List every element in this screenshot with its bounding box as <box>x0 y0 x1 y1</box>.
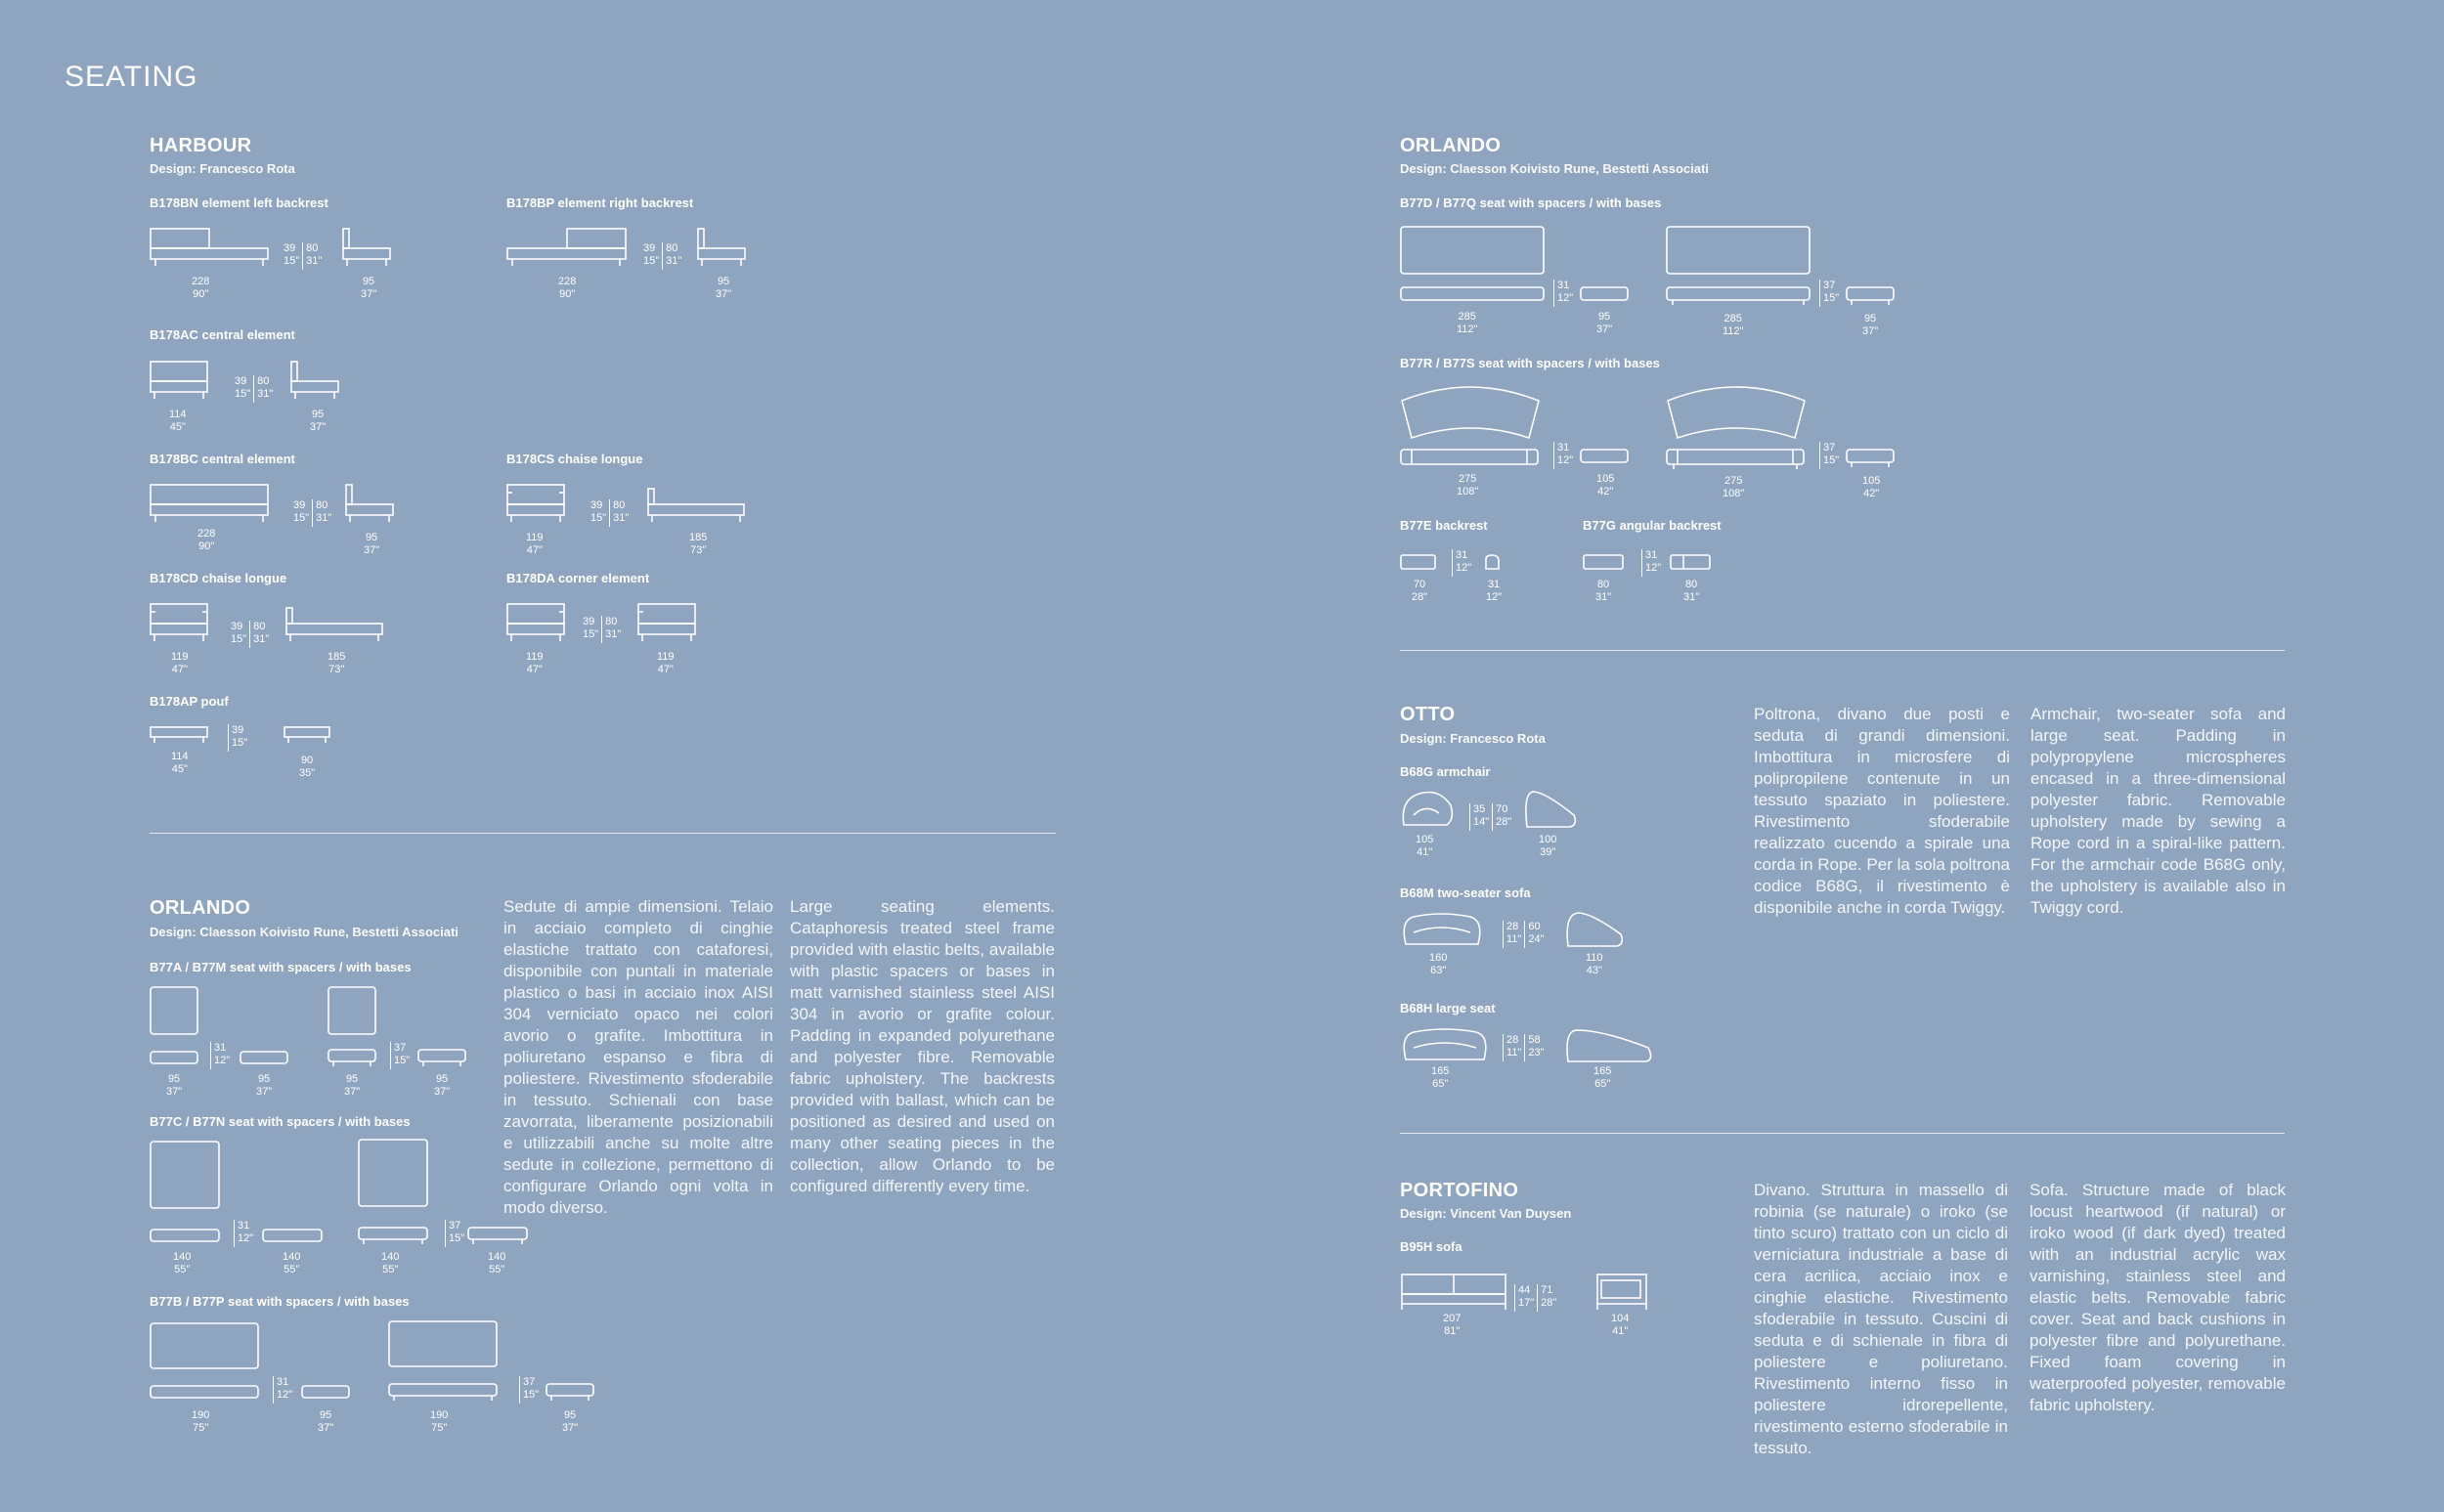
dim-heights: 39 15"80 31" <box>284 242 322 270</box>
dim-depth: 90 35" <box>299 755 316 779</box>
page-title: SEATING <box>65 61 198 93</box>
designer-portofino: Design: Vincent Van Duysen <box>1400 1206 1572 1221</box>
dim-width: 105 41" <box>1416 834 1434 858</box>
sofa-front-drawing <box>506 227 633 271</box>
dim-heights: 28 11"60 24" <box>1500 921 1544 948</box>
description-english: Armchair, two-seater sofa and large seat. Padding in polypropylene microspheres encased in a three-dimensional polyester fabric. Removable upholstery made by sewing a Rope cord in a spiral-like pattern. For the armchair code B68G only, the upholstery is available also in Twiggy cord. <box>2030 705 2286 917</box>
seat-side-drawing <box>240 1050 290 1067</box>
sofa-side-drawing <box>345 483 396 527</box>
product-label-b77c: B77C / B77N seat with spacers / with bases <box>150 1114 411 1129</box>
dim-width: 285 112" <box>1723 313 1744 337</box>
sofa-side-drawing <box>342 227 393 271</box>
dim-depth: 95 37" <box>434 1073 451 1098</box>
large-seat-front-drawing <box>1400 1026 1490 1065</box>
dim-width: 95 37" <box>344 1073 361 1098</box>
dim-heights: 39 15"80 31" <box>231 621 269 648</box>
section-divider <box>1400 650 2285 651</box>
dim-height: 31 12" <box>231 1220 253 1247</box>
dim-height: 31 12" <box>1550 280 1573 307</box>
seat-top-drawing <box>358 1138 430 1208</box>
seat-spacer-drawing <box>1400 285 1547 303</box>
description-english: Sofa. Structure made of black locust heartwood (if natural) or iroko wood (if dark dyed) treated with an industrial acrylic wax varnishing, stainless steel and elastic belts. Removable fabric cover. Seat and back cushions in polyester fibre and polyurethane. Fixed foam covering in waterproofed polyester, removable fabric upholstery. <box>2029 1181 2286 1414</box>
angular-backrest-top-drawing <box>1670 553 1713 573</box>
product-label-b77a: B77A / B77M seat with spacers / with bases <box>150 960 412 974</box>
dim-width: 70 28" <box>1412 579 1428 603</box>
dim-depth: 105 42" <box>1596 473 1615 497</box>
designer-orlando: Design: Claesson Koivisto Rune, Bestetti Associati <box>150 925 458 939</box>
dim-heights: 39 15"80 31" <box>583 616 621 643</box>
dim-depth: 119 47" <box>657 651 675 675</box>
dim-height: 37 15" <box>1816 280 1839 307</box>
seat-side-drawing <box>417 1048 468 1069</box>
dim-width: 228 90" <box>197 528 216 552</box>
dim-height: 37 15" <box>1816 442 1839 469</box>
seat-side-drawing <box>262 1228 325 1245</box>
product-label-b77d: B77D / B77Q seat with spacers / with bases <box>1400 195 1662 210</box>
dim-width: 165 65" <box>1431 1065 1450 1090</box>
seat-side-drawing <box>1580 448 1631 467</box>
dim-width: 275 108" <box>1457 473 1479 497</box>
sofa-side-drawing <box>290 360 341 404</box>
dim-height: 39 15" <box>225 724 247 752</box>
chaise-side-drawing <box>647 483 749 527</box>
product-label-b178da: B178DA corner element <box>506 571 650 585</box>
backrest-side-drawing <box>1484 553 1504 573</box>
section-divider <box>150 833 1056 834</box>
dim-width: 114 45" <box>169 409 187 433</box>
pouf-front-drawing <box>150 725 210 747</box>
product-label-b68h: B68H large seat <box>1400 1001 1496 1015</box>
dim-depth: 95 37" <box>1596 311 1613 335</box>
product-label-b95h: B95H sofa <box>1400 1239 1462 1254</box>
designer-otto: Design: Francesco Rota <box>1400 731 1546 746</box>
sofa-front-drawing <box>150 227 277 271</box>
dim-depth: 140 55" <box>283 1251 301 1275</box>
product-label-b178bp: B178BP element right backrest <box>506 195 694 210</box>
description-italian: Divano. Struttura in massello di robinia (se naturale) o iroko (se tinto scuro) trattato con un ciclo di verniciatura industriale a base di cera acrilica, acciaio inox e cinghie elastiche. Rivestimento sfoderabile in tessuto. Cuscini di seduta e di schienale in fibra di poliestere e poliuretano. Rivestimento interno fisso in poliestere idrorepellente, rivestimento esterno sfoderabile in tessuto. <box>1754 1181 2008 1457</box>
corner-front-drawing <box>506 602 569 646</box>
dim-depth: 95 37" <box>1862 313 1879 337</box>
dim-heights: 28 11"58 23" <box>1500 1034 1544 1061</box>
section-title-otto: OTTO <box>1400 704 1456 725</box>
dim-height: 31 12" <box>270 1376 292 1404</box>
seat-top-drawing <box>327 985 378 1034</box>
dim-heights: 39 15"80 31" <box>643 242 681 270</box>
corner-side-drawing <box>637 602 700 646</box>
seat-top-drawing <box>1400 225 1547 278</box>
sofa-side-drawing <box>697 227 748 271</box>
seat-side-drawing <box>1846 285 1897 307</box>
seat-side-drawing <box>546 1382 596 1404</box>
dim-width: 140 55" <box>173 1251 192 1275</box>
seat-base-drawing <box>327 1048 378 1069</box>
sofa-front-drawing <box>150 360 210 404</box>
sofa-side-drawing <box>1595 1273 1650 1314</box>
dim-depth: 185 73" <box>327 651 346 675</box>
chaise-front-drawing <box>506 483 569 527</box>
dim-width: 119 47" <box>526 651 544 675</box>
seat-base-drawing <box>358 1226 430 1247</box>
curved-seat-side-drawing <box>1400 448 1543 469</box>
armchair-front-drawing <box>1400 790 1457 831</box>
dim-depth: 31 12" <box>1486 579 1503 603</box>
dim-width: 285 112" <box>1457 311 1478 335</box>
section-title-orlando: ORLANDO <box>150 897 251 919</box>
dim-depth: 185 73" <box>689 532 708 556</box>
chaise-front-drawing <box>150 602 212 646</box>
seat-spacer-drawing <box>150 1050 200 1067</box>
product-label-b178cd: B178CD chaise longue <box>150 571 287 585</box>
dim-depth: 95 37" <box>716 276 732 300</box>
product-label-b178ap: B178AP pouf <box>150 694 229 709</box>
dim-heights: 39 15"80 31" <box>590 499 629 527</box>
dim-heights: 44 17"71 28" <box>1511 1284 1556 1312</box>
dim-depth: 110 43" <box>1586 952 1603 976</box>
seat-side-drawing <box>1846 448 1897 469</box>
sofa-front-drawing <box>1400 1271 1509 1314</box>
dim-depth: 95 37" <box>310 409 327 433</box>
seat-base-drawing <box>388 1382 500 1404</box>
dim-heights: 39 15"80 31" <box>235 375 273 403</box>
section-title-orlando-right: ORLANDO <box>1400 135 1502 156</box>
product-label-b178bc: B178BC central element <box>150 452 295 466</box>
seat-top-drawing <box>150 1140 222 1210</box>
curved-seat-top-drawing <box>1400 383 1543 442</box>
dim-heights: 39 15"80 31" <box>293 499 331 527</box>
designer-harbour: Design: Francesco Rota <box>150 161 295 176</box>
product-label-b178bn: B178BN element left backrest <box>150 195 328 210</box>
dim-width: 95 37" <box>166 1073 183 1098</box>
section-divider <box>1400 1133 2285 1134</box>
seat-top-drawing <box>150 985 200 1034</box>
description-italian: Sedute di ampie dimensioni. Telaio in acciaio completo di cinghie elastiche trattato con cataforesi, disponibile con puntali in materiale plastico o basi in acciaio inox AISI 304 verniciato opaco nei colori avorio o grafite. Imbottitura in poliuretano espanso e fibra di poliestere. Rivestimento sfoderabile in tessuto. Schienali con base zavorrata, liberamente posizionabili e utilizzabili anche su molte altre sedute in collezione, permettono di configurare Orlando ogni volta in modo diverso. <box>503 897 773 1217</box>
dim-depth: 95 37" <box>562 1409 579 1434</box>
pouf-side-drawing <box>284 725 332 747</box>
chaise-side-drawing <box>285 602 387 646</box>
product-label-b68g: B68G armchair <box>1400 764 1491 779</box>
description-italian: Poltrona, divano due posti e seduta di grandi dimensioni. Imbottitura in microsfere di polipropilene contenute in un tessuto spaziato in poliestere. Rivestimento sfoderabile realizzato cucendo a spirale una corda in Rope. Per la sola poltrona codice B68G, il rivestimento è disponibile anche in corda Twiggy. <box>1754 705 2010 917</box>
dim-height: 37 15" <box>442 1220 464 1247</box>
seat-side-drawing <box>467 1226 530 1247</box>
dim-depth: 95 37" <box>318 1409 334 1434</box>
section-title-portofino: PORTOFINO <box>1400 1180 1519 1201</box>
product-label-b77g: B77G angular backrest <box>1583 518 1722 533</box>
dim-depth: 95 37" <box>361 276 377 300</box>
sofa-side-drawing <box>1564 911 1625 950</box>
seat-base-drawing <box>1666 285 1812 307</box>
dim-width: 190 75" <box>192 1409 210 1434</box>
dim-width: 190 75" <box>430 1409 449 1434</box>
seat-top-drawing <box>388 1319 500 1368</box>
dim-depth: 165 65" <box>1593 1065 1612 1090</box>
product-label-b178ac: B178AC central element <box>150 327 295 342</box>
armchair-side-drawing <box>1523 790 1578 831</box>
dim-depth: 80 31" <box>1683 579 1700 603</box>
dim-height: 37 15" <box>516 1376 539 1404</box>
dim-width: 119 47" <box>526 532 544 556</box>
dim-width: 160 63" <box>1429 952 1448 976</box>
product-label-b77r: B77R / B77S seat with spacers / with bases <box>1400 356 1660 370</box>
angular-backrest-front-drawing <box>1583 553 1626 573</box>
dim-heights: 35 14"70 28" <box>1466 803 1511 831</box>
sofa-front-drawing <box>1400 911 1484 950</box>
section-title-harbour: HARBOUR <box>150 135 252 156</box>
dim-width: 228 90" <box>558 276 577 300</box>
seat-top-drawing <box>150 1321 261 1370</box>
product-label-b178cs: B178CS chaise longue <box>506 452 643 466</box>
seat-side-drawing <box>1580 285 1631 303</box>
seat-spacer-drawing <box>150 1228 222 1245</box>
dim-width: 228 90" <box>192 276 210 300</box>
product-label-b77b: B77B / B77P seat with spacers / with bases <box>150 1294 410 1309</box>
dim-depth: 105 42" <box>1862 475 1881 499</box>
description-english: Large seating elements. Cataphoresis treated steel frame provided with elastic belts, available with plastic spacers or bases in matt varnished stainless steel AISI 304 in avorio or grafite colour. Padding in expanded polyurethane and polyester fibre. Removable fabric upholstery. The backrests provided with ballast, which can be positioned as desired and used on many other seating pieces in the collection, allow Orlando to be configured differently every time. <box>790 897 1055 1195</box>
backrest-front-drawing <box>1400 553 1439 573</box>
designer-orlando-right: Design: Claesson Koivisto Rune, Bestetti Associati <box>1400 161 1709 176</box>
product-label-b77e: B77E backrest <box>1400 518 1488 533</box>
curved-seat-base-drawing <box>1666 448 1809 471</box>
dim-depth: 100 39" <box>1539 834 1557 858</box>
dim-height: 31 12" <box>1449 549 1471 577</box>
dim-depth: 95 37" <box>364 532 380 556</box>
dim-depth: 104 41" <box>1611 1313 1630 1337</box>
dim-depth: 140 55" <box>488 1251 506 1275</box>
dim-width: 80 31" <box>1595 579 1612 603</box>
dim-width: 114 45" <box>171 751 189 775</box>
dim-height: 31 12" <box>1550 442 1573 469</box>
seat-side-drawing <box>301 1384 352 1402</box>
dim-width: 207 81" <box>1443 1313 1462 1337</box>
seat-top-drawing <box>1666 225 1812 278</box>
dim-height: 37 15" <box>387 1042 410 1069</box>
dim-width: 119 47" <box>171 651 189 675</box>
product-label-b68m: B68M two-seater sofa <box>1400 886 1531 900</box>
large-seat-side-drawing <box>1564 1028 1654 1065</box>
dim-depth: 95 37" <box>256 1073 273 1098</box>
dim-height: 31 12" <box>207 1042 230 1069</box>
dim-width: 275 108" <box>1723 475 1745 499</box>
sofa-front-drawing <box>150 483 273 527</box>
dim-width: 140 55" <box>381 1251 400 1275</box>
seat-spacer-drawing <box>150 1384 261 1402</box>
dim-height: 31 12" <box>1638 549 1661 577</box>
curved-seat-top-drawing <box>1666 383 1809 442</box>
